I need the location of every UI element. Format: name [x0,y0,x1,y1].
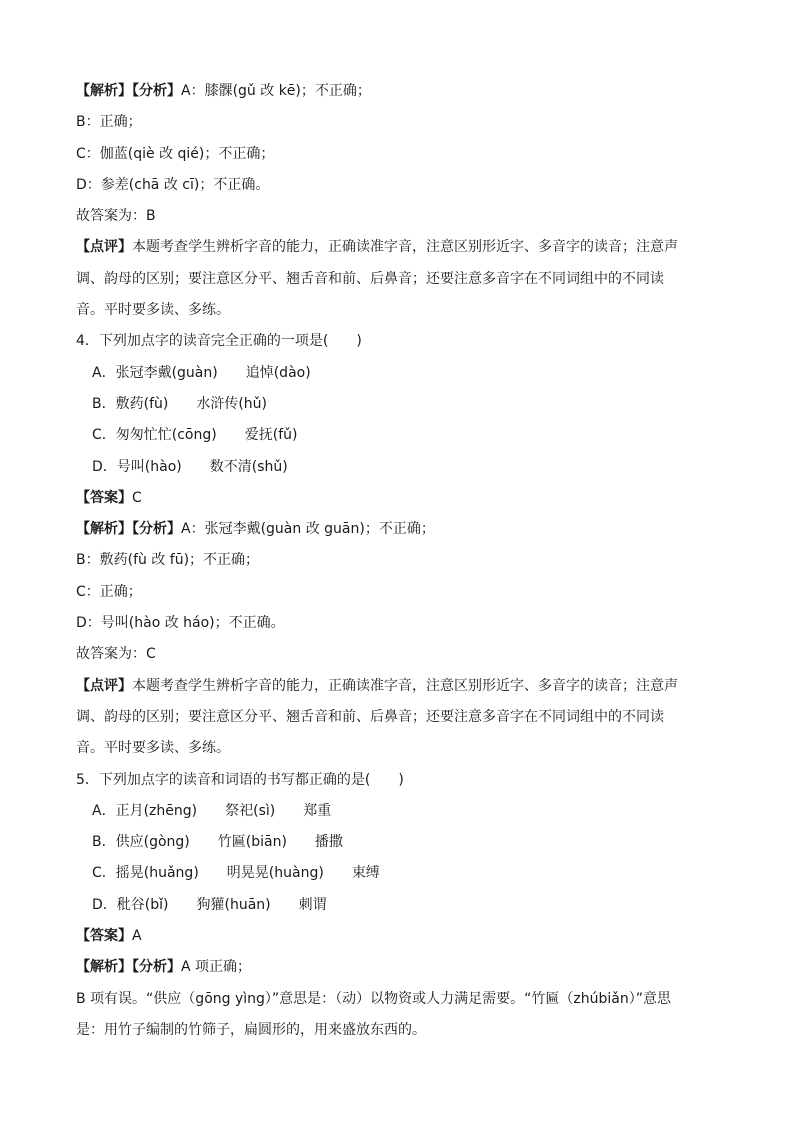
q3-analysis-c: C：伽蓝(qiè 改 qié)；不正确； [76,145,275,162]
q4-option-b [76,389,726,420]
option-word: D．号叫(hào) [92,458,182,475]
q3-analysis-line [76,76,726,107]
q3-comment-line3: 音。平时要多读、多练。 [76,302,230,319]
q4-option-c [76,420,726,451]
analysis-sub-tag: 【分析】 [132,83,181,99]
q3-analysis-d: D：参差(chā 改 cī)；不正确。 [76,176,270,193]
q5-analysis-line [76,952,726,983]
comment-tag: 【点评】 [76,239,132,256]
option-word: 明晃晃(huàng) [226,865,324,882]
q3-final-answer: 故答案为：B [76,208,156,225]
answer-value: A [132,928,142,945]
option-word: B．敷药(fù) [92,395,169,412]
q5-option-d [76,890,726,921]
document-page [76,76,726,1046]
answer-tag: 【答案】 [76,928,132,945]
option-word: 爱抚(fǔ) [244,427,298,444]
q5-answer [76,921,726,952]
q4-stem: 4．下列加点字的读音完全正确的一项是( ) [76,333,362,350]
analysis-tag: 【解析】 [76,521,132,538]
q5-option-b [76,827,726,858]
analysis-sub-tag: 【分析】 [132,521,181,538]
option-word: 竹匾(biān) [217,834,287,851]
answer-tag: 【答案】 [76,489,132,506]
q3-comment-line1 [76,232,726,263]
option-word: 追悼(dào) [245,364,311,381]
option-word: B．供应(gòng) [92,834,190,851]
option-word: 数不清(shǔ) [209,458,288,475]
option-word: 水浒传(hǔ) [196,395,268,412]
comment-text: 本题考查学生辨析字音的能力，正确读准字音，注意区别形近字、多音字的读音；注意声 [132,239,678,256]
analysis-sub-tag: 【分析】 [132,959,181,976]
q4-comment-line1 [76,671,726,702]
option-word: D．秕谷(bǐ) [92,896,169,913]
comment-text: 本题考查学生辨析字音的能力，正确读准字音，注意区别形近字、多音字的读音；注意声 [132,677,678,694]
comment-tag: 【点评】 [76,677,132,694]
q4-analysis-line [76,514,726,545]
option-word: 祭祀(sì) [225,802,276,819]
analysis-tag: 【解析】 [76,83,132,99]
q5-analysis-b-line1: B 项有误。“供应（gōng yìng）”意思是：（动）以物资或人力满足需要。“竹匾（zhúbiǎn）”意思 [76,990,671,1007]
q5-stem: 5．下列加点字的读音和词语的书写都正确的是( ) [76,771,404,788]
option-word: 狗獾(huān) [196,896,271,913]
q4-analysis-b: B：敷药(fù 改 fū)；不正确； [76,552,260,569]
q4-analysis-c: C：正确； [76,583,142,600]
q4-answer [76,483,726,514]
q4-final-answer: 故答案为：C [76,646,156,663]
q5-option-a [76,796,726,827]
q4-comment-line2: 调、韵母的区别；要注意区分平、翘舌音和前、后鼻音；还要注意多音字在不同词组中的不同读 [76,708,664,725]
q5-analysis-b-line2: 是：用竹子编制的竹筛子，扁圆形的，用来盛放东西的。 [76,1021,426,1038]
option-word: C．摇晃(huǎng) [92,865,199,882]
answer-value: C [132,489,142,506]
option-word: 刺谓 [298,896,327,913]
q4-comment-line3: 音。平时要多读、多练。 [76,740,230,757]
option-word: 播撒 [314,834,343,851]
q4-option-a [76,358,726,389]
q4-option-d [76,452,726,483]
analysis-text: A 项正确； [181,959,252,976]
option-word: A．正月(zhēng) [92,802,198,819]
option-word: 束缚 [351,865,380,882]
option-word: A．张冠李戴(guàn) [92,364,218,381]
analysis-text: A：张冠李戴(guàn 改 guān)；不正确； [181,521,435,538]
option-word: 郑重 [303,802,332,819]
q3-comment-line2: 调、韵母的区别；要注意区分平、翘舌音和前、后鼻音；还要注意多音字在不同词组中的不同读 [76,270,664,287]
analysis-tag: 【解析】 [76,959,132,976]
option-word: C．匆匆忙忙(cōng) [92,427,217,444]
q5-option-c [76,858,726,889]
analysis-text: A：膝髁(gǔ 改 kē)；不正确； [181,83,371,99]
q3-analysis-b: B：正确； [76,114,142,131]
q4-analysis-d: D：号叫(hào 改 háo)；不正确。 [76,615,285,632]
